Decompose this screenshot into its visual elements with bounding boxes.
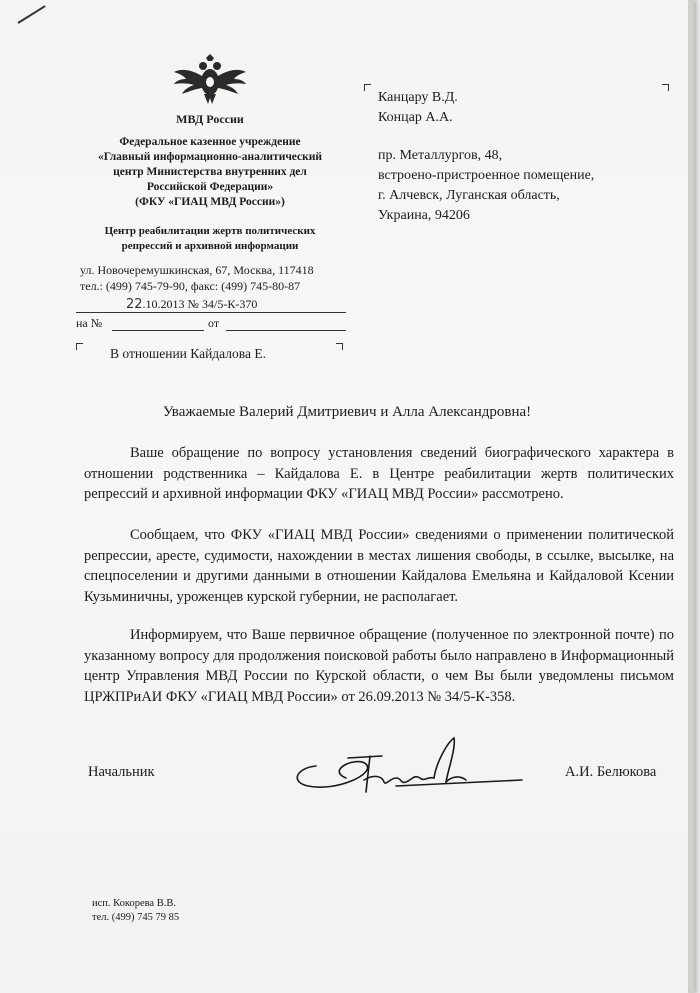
institution-line: (ФКУ «ГИАЦ МВД России») <box>135 196 285 208</box>
paragraph <box>84 443 674 505</box>
org-address <box>80 262 380 294</box>
org-short-name: МВД России <box>176 112 244 126</box>
recipient-address-line: г. Алчевск, Луганская область, <box>378 188 560 203</box>
subject-bracket-right <box>336 343 343 350</box>
executor-info <box>92 897 179 925</box>
recipient-bracket-left <box>364 84 371 91</box>
paragraph <box>84 525 674 607</box>
recipient-address <box>378 146 594 226</box>
subject-bracket-left <box>76 343 83 350</box>
reg-na-underline <box>112 330 204 331</box>
institution-line: Российской Федерации» <box>146 181 274 193</box>
center-name <box>60 224 360 254</box>
recipient-name: Концар А.А. <box>378 110 453 125</box>
institution-line: центр Министерства внутренних дел <box>113 166 307 178</box>
pen-mark <box>17 5 45 24</box>
recipient-address-line: пр. Металлургов, 48, <box>378 148 503 163</box>
reg-ot-underline <box>226 330 346 331</box>
contact-line: тел.: (499) 745-79-90, факс: (499) 745-80-87 <box>80 279 301 293</box>
reg-number <box>126 297 257 312</box>
paragraph-text: Информируем, что Ваше первичное обращение (полученное по электронной почте) по указанному вопросу для продолжения поисковой работы было направлено в Информационный центр Управления МВД России по Курской области, о чем Вы были уведомлены письмом ЦРЖПРиАИ ФКУ «ГИАЦ МВД России» от 26.09.2013 № 34/5-К-358. <box>84 627 674 705</box>
recipient-name: Канцару В.Д. <box>378 90 458 105</box>
reg-ot-label: от <box>208 316 220 330</box>
signatory-title: Начальник <box>88 764 155 780</box>
paragraph <box>84 625 674 707</box>
signatory-name: А.И. Белюкова <box>565 764 657 780</box>
institution-name <box>60 135 360 210</box>
letter-subject: В отношении Кайдалова Е. <box>110 346 266 361</box>
paragraph-text: Ваше обращение по вопросу установления сведений биографического характера в отношении родственника – Кайдалова Е. в Центре реабилитации жертв политических репрессий и архивной информации ФКУ «ГИАЦ МВД России» рассмотрено. <box>84 445 674 502</box>
handwritten-signature <box>286 734 526 804</box>
greeting: Уважаемые Валерий Дмитриевич и Алла Александровна! <box>162 404 532 420</box>
reg-na-label: на № <box>76 316 103 330</box>
center-line: Центр реабилитации жертв политических <box>104 225 316 237</box>
reg-day: 22 <box>126 297 143 312</box>
address-line: ул. Новочеремушкинская, 67, Москва, 117418 <box>80 263 314 277</box>
center-line: репрессий и архивной информации <box>121 240 299 252</box>
reg-date-number: .10.2013 № 34/5-К-370 <box>142 297 258 311</box>
double-headed-eagle-emblem-icon <box>172 52 248 108</box>
institution-line: «Главный информационно-аналитический <box>97 151 323 163</box>
reg-underline <box>76 312 346 313</box>
executor-name: исп. Кокорева В.В. <box>92 898 176 909</box>
recipient-address-line: Украина, 94206 <box>378 208 470 223</box>
recipient-names <box>378 88 458 128</box>
recipient-address-line: встроено-пристроенное помещение, <box>378 168 595 183</box>
page-edge <box>688 0 694 993</box>
institution-line: Федеральное казенное учреждение <box>119 136 301 148</box>
executor-phone: тел. (499) 745 79 85 <box>92 912 180 923</box>
recipient-bracket-right <box>662 84 669 91</box>
paragraph-text: Сообщаем, что ФКУ «ГИАЦ МВД России» сведениями о применении политической репрессии, аресте, судимости, нахождении в местах лишения свободы, в ссылке, высылке, на спецпоселении и другими данными в отношении Кайдалова Емельяна и Кайдаловой Ксении Кузьминичны, уроженцев курской губернии, не располагает. <box>84 527 674 605</box>
